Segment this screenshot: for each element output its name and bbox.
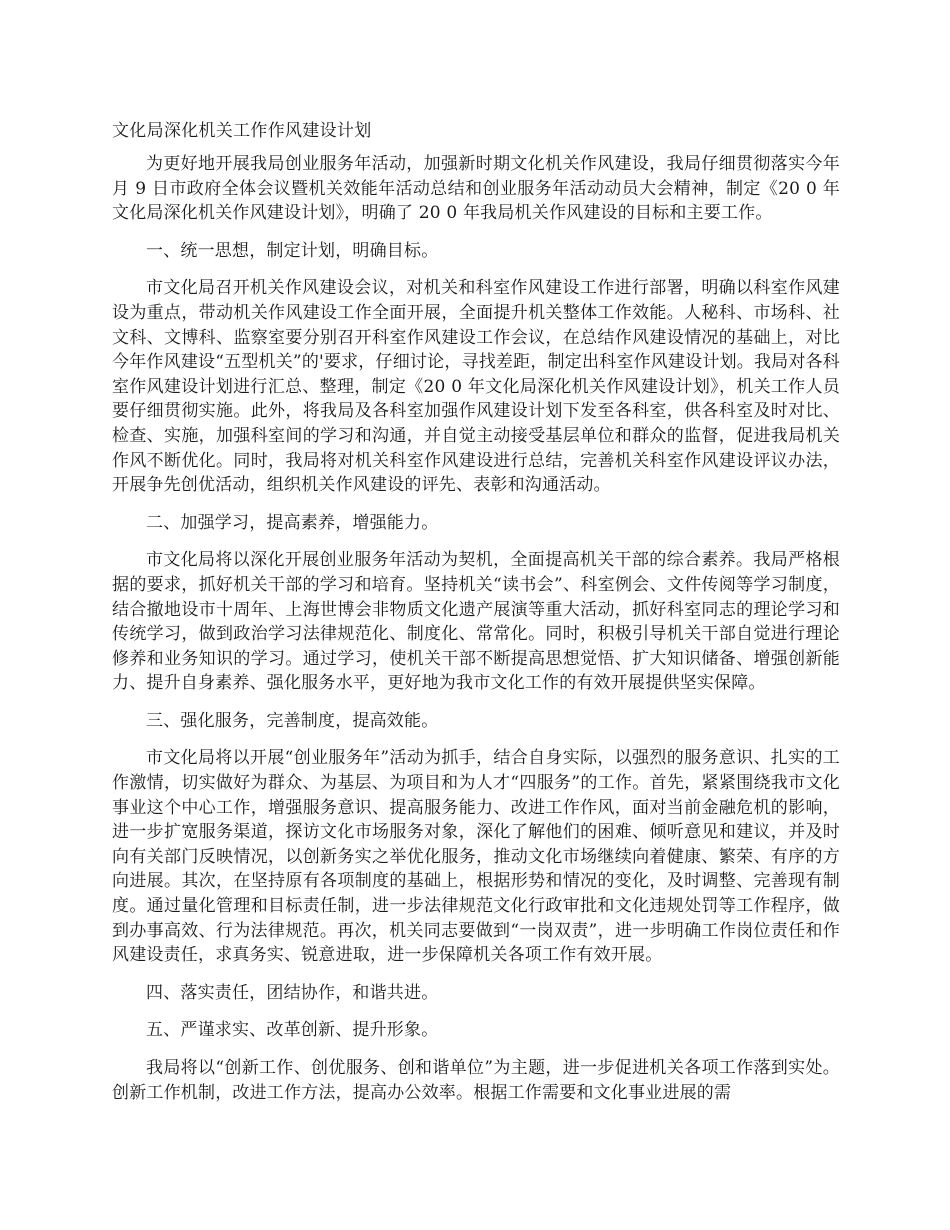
section-2-paragraph: 市文化局将以深化开展创业服务年活动为契机，全面提高机关干部的综合素养。我局严格根据的要求，抓好机关干部的学习和培育。坚持机关“读书会”、科室例会、文件传阅等学习制度，结合撤地设市十周年、上海世博会非物质文化遗产展演等重大活动，抓好科室同志的理论学习和传统学习，做到政治学习法律规范化、制度化、常常化。同时，积极引导机关干部自觉进行理论修养和业务知识的学习。通过学习，使机关干部不断提高思想觉悟、扩大知识储备、增强创新能力、提升自身素养、强化服务水平，更好地为我市文化工作的有效开展提供坚实保障。 [112,550,840,694]
section-4-heading: 四、落实责任，团结协作，和谐共进。 [146,982,439,1003]
document-page [112,118,840,1118]
section-3-paragraph: 市文化局将以开展“创业服务年”活动为抓手，结合自身实际，以强烈的服务意识、扎实的工作激情，切实做好为群众、为基层、为项目和为人才“四服务”的工作。首先，紧紧围绕我市文化事业这个中心工作，增强服务意识、提高服务能力、改进工作作风，面对当前金融危机的影响，进一步扩宽服务渠道，探访文化市场服务对象，深化了解他们的困难、倾听意见和建议，并及时向有关部门反映情况，以创新务实之举优化服务，推动文化市场继续向着健康、繁荣、有序的方向进展。其次，在坚持原有各项制度的基础上，根据形势和情况的变化，及时调整、完善现有制度。通过量化管理和目标责任制，进一步法律规范文化行政审批和文化违规处罚等工作程序，做到办事高效、行为法律规范。再次，机关同志要做到“一岗双责”，进一步明确工作岗位责任和作风建设责任，求真务实、锐意进取，进一步保障机关各项工作有效开展。 [112,748,840,966]
intro-paragraph: 为更好地开展我局创业服务年活动，加强新时期文化机关作风建设，我局仔细贯彻落实今年 月 9 日市政府全体会议暨机关效能年活动总结和创业服务年活动动员大会精神，制定《20 0 年文化局深化机关作风建设计划》，明确了 20 0 年我局机关作风建设的目标和主要工作。 [112,154,840,224]
section-1-heading: 一、统一思想，制定计划，明确目标。 [146,240,439,261]
document-title: 文化局深化机关工作作风建设计划 [112,121,372,141]
section-5-paragraph: 我局将以“创新工作、创优服务、创和谐单位”为主题，进一步促进机关各项工作落到实处。创新工作机制，改进工作方法，提高办公效率。根据工作需要和文化事业进展的需 [112,1058,840,1103]
section-1-paragraph: 市文化局召开机关作风建设会议，对机关和科室作风建设工作进行部署，明确以科室作风建设为重点，带动机关作风建设工作全面开展，全面提升机关整体工作效能。人秘科、市场科、社文科、文博科、监察室要分别召开科室作风建设工作会议，在总结作风建设情况的基础上，对比今年作风建设“五型机关”的'要求，仔细讨论，寻找差距，制定出科室作风建设计划。我局对各科室作风建设计划进行汇总、整理，制定《20 0 年文化局深化机关作风建设计划》，机关工作人员要仔细贯彻实施。此外，将我局及各科室加强作风建设计划下发至各科室，供各科室及时对比、检查、实施，加强科室间的学习和沟通，并自觉主动接受基层单位和群众的监督，促进我局机关作风不断优化。同时，我局将对机关科室作风建设进行总结，完善机关科室作风建设评议办法，开展争先创优活动，组织机关作风建设的评先、表彰和沟通活动。 [112,278,840,496]
section-2-heading: 二、加强学习，提高素养，增强能力。 [146,512,439,533]
section-5-heading: 五、严谨求实、改革创新、提升形象。 [146,1020,439,1041]
section-3-heading: 三、强化服务，完善制度，提高效能。 [146,710,439,731]
